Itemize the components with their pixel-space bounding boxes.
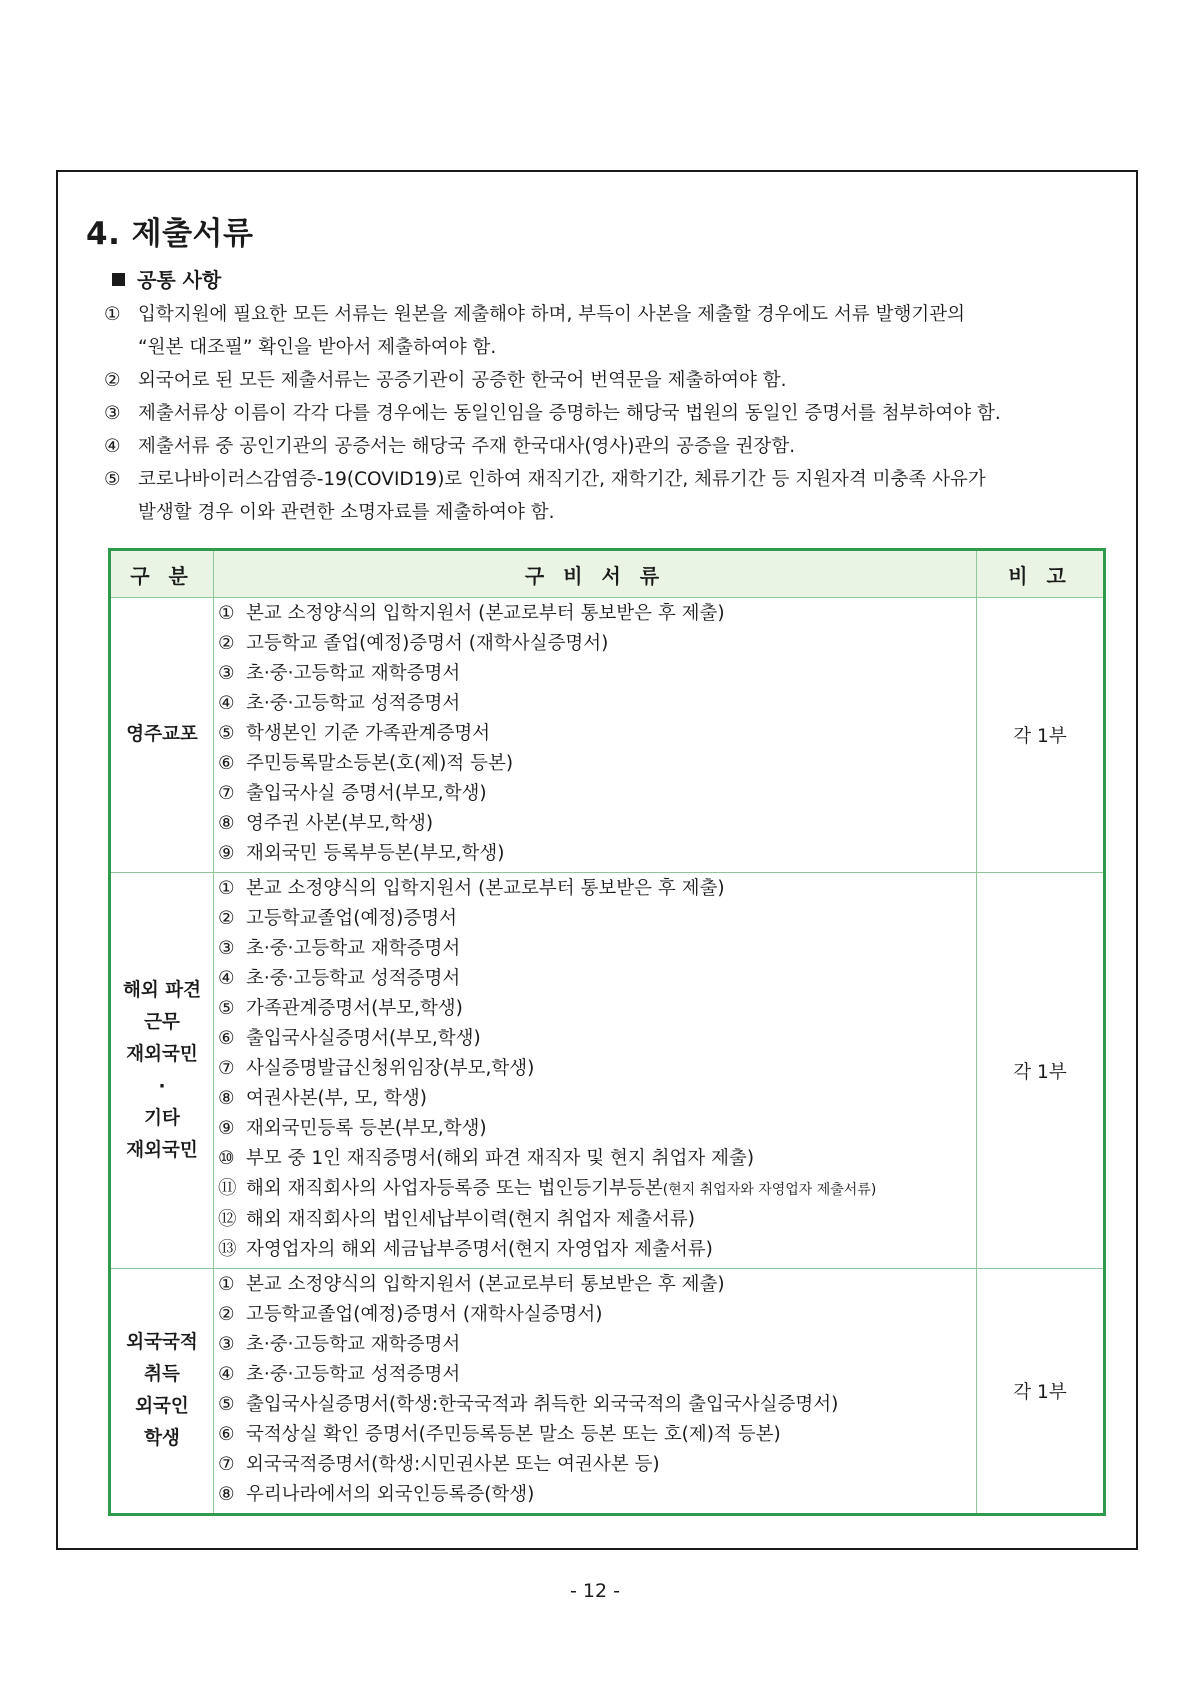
document-item	[218, 1054, 974, 1084]
document-item	[218, 994, 974, 1024]
header-documents: 구 비 서 류	[214, 550, 977, 598]
table-header-row	[110, 550, 1105, 598]
document-item-number: ⑧	[218, 1484, 235, 1505]
document-item-number: ②	[218, 1304, 235, 1325]
documents-cell	[214, 873, 977, 1269]
section-title: 4. 제출서류	[86, 216, 254, 252]
note-line: 코로나바이러스감염증-19(COVID19)로 인하여 재직기간, 재학기간, 체류기간 등 지원자격 미충족 사유가	[138, 469, 986, 490]
document-item	[218, 1205, 974, 1235]
document-item	[218, 934, 974, 964]
document-item-number: ⑤	[218, 723, 235, 744]
document-item-text: 학생본인 기준 가족관계증명서	[246, 723, 491, 744]
document-item-text: 우리나라에서의 외국인등록증(학생)	[246, 1484, 535, 1505]
header-category: 구 분	[110, 550, 214, 598]
document-item	[218, 629, 974, 659]
note-item	[104, 298, 1114, 364]
note-line: “원본 대조필” 확인을 받아서 제출하여야 함.	[138, 337, 497, 358]
document-item-number: ②	[218, 908, 235, 929]
document-item-number: ⑬	[218, 1239, 237, 1260]
table-row	[110, 598, 1105, 873]
document-item-text: 초·중·고등학교 성적증명서	[246, 968, 461, 989]
document-item-number: ⑨	[218, 843, 235, 864]
document-item-text: 초·중·고등학교 성적증명서	[246, 1364, 461, 1385]
document-item-number: ③	[218, 1334, 235, 1355]
note-number: ①	[104, 304, 121, 325]
document-item-number: ⑪	[218, 1178, 237, 1199]
document-item-text: 고등학교졸업(예정)증명서	[246, 908, 458, 929]
category-line: 해외 파견	[123, 979, 201, 1001]
document-item	[218, 689, 974, 719]
document-item-text: 본교 소정양식의 입학지원서 (본교로부터 통보받은 후 제출)	[246, 1274, 725, 1295]
remarks-cell: 각 1부	[977, 598, 1105, 873]
document-item-number: ①	[218, 603, 235, 624]
document-item	[218, 1084, 974, 1114]
document-item-text: 영주권 사본(부모,학생)	[246, 813, 434, 834]
document-item-number: ③	[218, 663, 235, 684]
document-item	[218, 1390, 974, 1420]
table-row	[110, 1269, 1105, 1515]
document-item-number: ①	[218, 878, 235, 899]
category-line: 취득	[144, 1364, 180, 1385]
document-item	[218, 1330, 974, 1360]
document-item	[218, 1174, 974, 1205]
document-item-text: 재외국민 등록부등본(부모,학생)	[246, 843, 505, 864]
document-item	[218, 904, 974, 934]
document-item-number: ⑩	[218, 1148, 235, 1169]
document-item-text: 초·중·고등학교 재학증명서	[246, 938, 461, 959]
category-cell	[110, 1269, 214, 1515]
category-line: 영주교포	[126, 724, 198, 745]
remarks-cell: 각 1부	[977, 873, 1105, 1269]
category-line: 기타	[144, 1107, 180, 1129]
document-item-number: ⑫	[218, 1209, 237, 1230]
document-item-text: 사실증명발급신청위임장(부모,학생)	[246, 1058, 535, 1079]
note-number: ②	[104, 370, 121, 391]
document-item-number: ⑥	[218, 753, 235, 774]
document-item-number: ③	[218, 938, 235, 959]
note-line: 외국어로 된 모든 제출서류는 공증기관이 공증한 한국어 번역문을 제출하여야 함.	[138, 370, 787, 391]
category-line: 근무	[144, 1011, 180, 1033]
document-item-text: 출입국사실증명서(부모,학생)	[246, 1028, 481, 1049]
document-item	[218, 599, 974, 629]
square-bullet-icon	[112, 273, 125, 286]
document-item-text: 출입국사실증명서(학생:한국국적과 취득한 외국국적의 출입국사실증명서)	[246, 1394, 839, 1415]
note-line: 제출서류상 이름이 각각 다를 경우에는 동일인임을 증명하는 해당국 법원의 동일인 증명서를 첨부하여야 함.	[138, 403, 1001, 424]
document-item-text: 출입국사실 증명서(부모,학생)	[246, 783, 487, 804]
document-item-text: 부모 중 1인 재직증명서(해외 파견 재직자 및 현지 취업자 제출)	[246, 1148, 755, 1169]
table-row	[110, 873, 1105, 1269]
note-number: ④	[104, 436, 121, 457]
documents-cell	[214, 1269, 977, 1515]
document-item	[218, 839, 974, 869]
note-line: 발생할 경우 이와 관련한 소명자료를 제출하여야 함.	[138, 502, 555, 523]
document-item	[218, 1420, 974, 1450]
document-item-number: ②	[218, 633, 235, 654]
document-item	[218, 749, 974, 779]
document-item-text: 외국국적증명서(학생:시민권사본 또는 여권사본 등)	[246, 1454, 660, 1475]
document-item-number: ⑦	[218, 783, 235, 804]
document-item-number: ⑤	[218, 1394, 235, 1415]
document-item-number: ⑤	[218, 998, 235, 1019]
document-item-number: ⑨	[218, 1118, 235, 1139]
category-line: 재외국민	[126, 1043, 198, 1065]
document-item	[218, 1360, 974, 1390]
document-item	[218, 964, 974, 994]
document-item-text: 고등학교 졸업(예정)증명서 (재학사실증명서)	[246, 633, 609, 654]
document-item	[218, 809, 974, 839]
document-item	[218, 1114, 974, 1144]
category-line: 학생	[144, 1428, 180, 1449]
document-item	[218, 719, 974, 749]
document-item	[218, 659, 974, 689]
document-item-number: ⑧	[218, 813, 235, 834]
category-cell	[110, 873, 214, 1269]
document-item-text: 해외 재직회사의 사업자등록증 또는 법인등기부등본	[246, 1178, 663, 1199]
document-item-number: ⑥	[218, 1424, 235, 1445]
category-line: 외국국적	[126, 1332, 198, 1353]
common-notes-list	[104, 298, 1114, 529]
note-item	[104, 364, 1114, 397]
document-item	[218, 1024, 974, 1054]
document-item-number: ⑦	[218, 1454, 235, 1475]
document-item-text: 고등학교졸업(예정)증명서 (재학사실증명서)	[246, 1304, 603, 1325]
document-item-number: ⑦	[218, 1058, 235, 1079]
document-item	[218, 1300, 974, 1330]
document-item	[218, 1450, 974, 1480]
document-item-text: 가족관계증명서(부모,학생)	[246, 998, 463, 1019]
document-item-text: 국적상실 확인 증명서(주민등록등본 말소 등본 또는 호(제)적 등본)	[246, 1424, 781, 1445]
document-item-number: ①	[218, 1274, 235, 1295]
document-item-note: (현지 취업자와 자영업자 제출서류)	[662, 1182, 877, 1198]
document-item-text: 본교 소정양식의 입학지원서 (본교로부터 통보받은 후 제출)	[246, 603, 725, 624]
document-item-number: ④	[218, 968, 235, 989]
note-number: ⑤	[104, 469, 121, 490]
remarks-cell: 각 1부	[977, 1269, 1105, 1515]
document-item-text: 여권사본(부, 모, 학생)	[246, 1088, 427, 1109]
category-line: ·	[158, 1075, 166, 1097]
header-remarks: 비 고	[977, 550, 1105, 598]
document-item-number: ⑥	[218, 1028, 235, 1049]
content-frame	[56, 170, 1138, 1550]
document-item	[218, 779, 974, 809]
sub-heading	[112, 264, 221, 293]
sub-heading-text: 공통 사항	[137, 268, 222, 292]
documents-table	[108, 548, 1106, 1516]
note-number: ③	[104, 403, 121, 424]
document-item-text: 주민등록말소등본(호(제)적 등본)	[246, 753, 514, 774]
category-line: 재외국민	[126, 1139, 198, 1161]
document-item-text: 재외국민등록 등본(부모,학생)	[246, 1118, 487, 1139]
note-line: 입학지원에 필요한 모든 서류는 원본을 제출해야 하며, 부득이 사본을 제출할 경우에도 서류 발행기관의	[138, 304, 966, 325]
documents-cell	[214, 598, 977, 873]
page-number: - 12 -	[570, 1580, 620, 1602]
document-item-text: 초·중·고등학교 성적증명서	[246, 693, 461, 714]
document-item-text: 본교 소정양식의 입학지원서 (본교로부터 통보받은 후 제출)	[246, 878, 725, 899]
note-item	[104, 463, 1114, 529]
document-item	[218, 1144, 974, 1174]
document-item-number: ④	[218, 1364, 235, 1385]
document-item-number: ④	[218, 693, 235, 714]
document-item	[218, 874, 974, 904]
note-item	[104, 430, 1114, 463]
category-cell	[110, 598, 214, 873]
document-item-text: 초·중·고등학교 재학증명서	[246, 1334, 461, 1355]
note-item	[104, 397, 1114, 430]
category-line: 외국인	[135, 1396, 189, 1417]
note-line: 제출서류 중 공인기관의 공증서는 해당국 주재 한국대사(영사)관의 공증을 권장함.	[138, 436, 796, 457]
document-item	[218, 1480, 974, 1510]
document-item-text: 해외 재직회사의 법인세납부이력(현지 취업자 제출서류)	[246, 1209, 695, 1230]
document-item-text: 초·중·고등학교 재학증명서	[246, 663, 461, 684]
document-item	[218, 1235, 974, 1265]
document-item-number: ⑧	[218, 1088, 235, 1109]
document-item	[218, 1270, 974, 1300]
document-item-text: 자영업자의 해외 세금납부증명서(현지 자영업자 제출서류)	[246, 1239, 713, 1260]
